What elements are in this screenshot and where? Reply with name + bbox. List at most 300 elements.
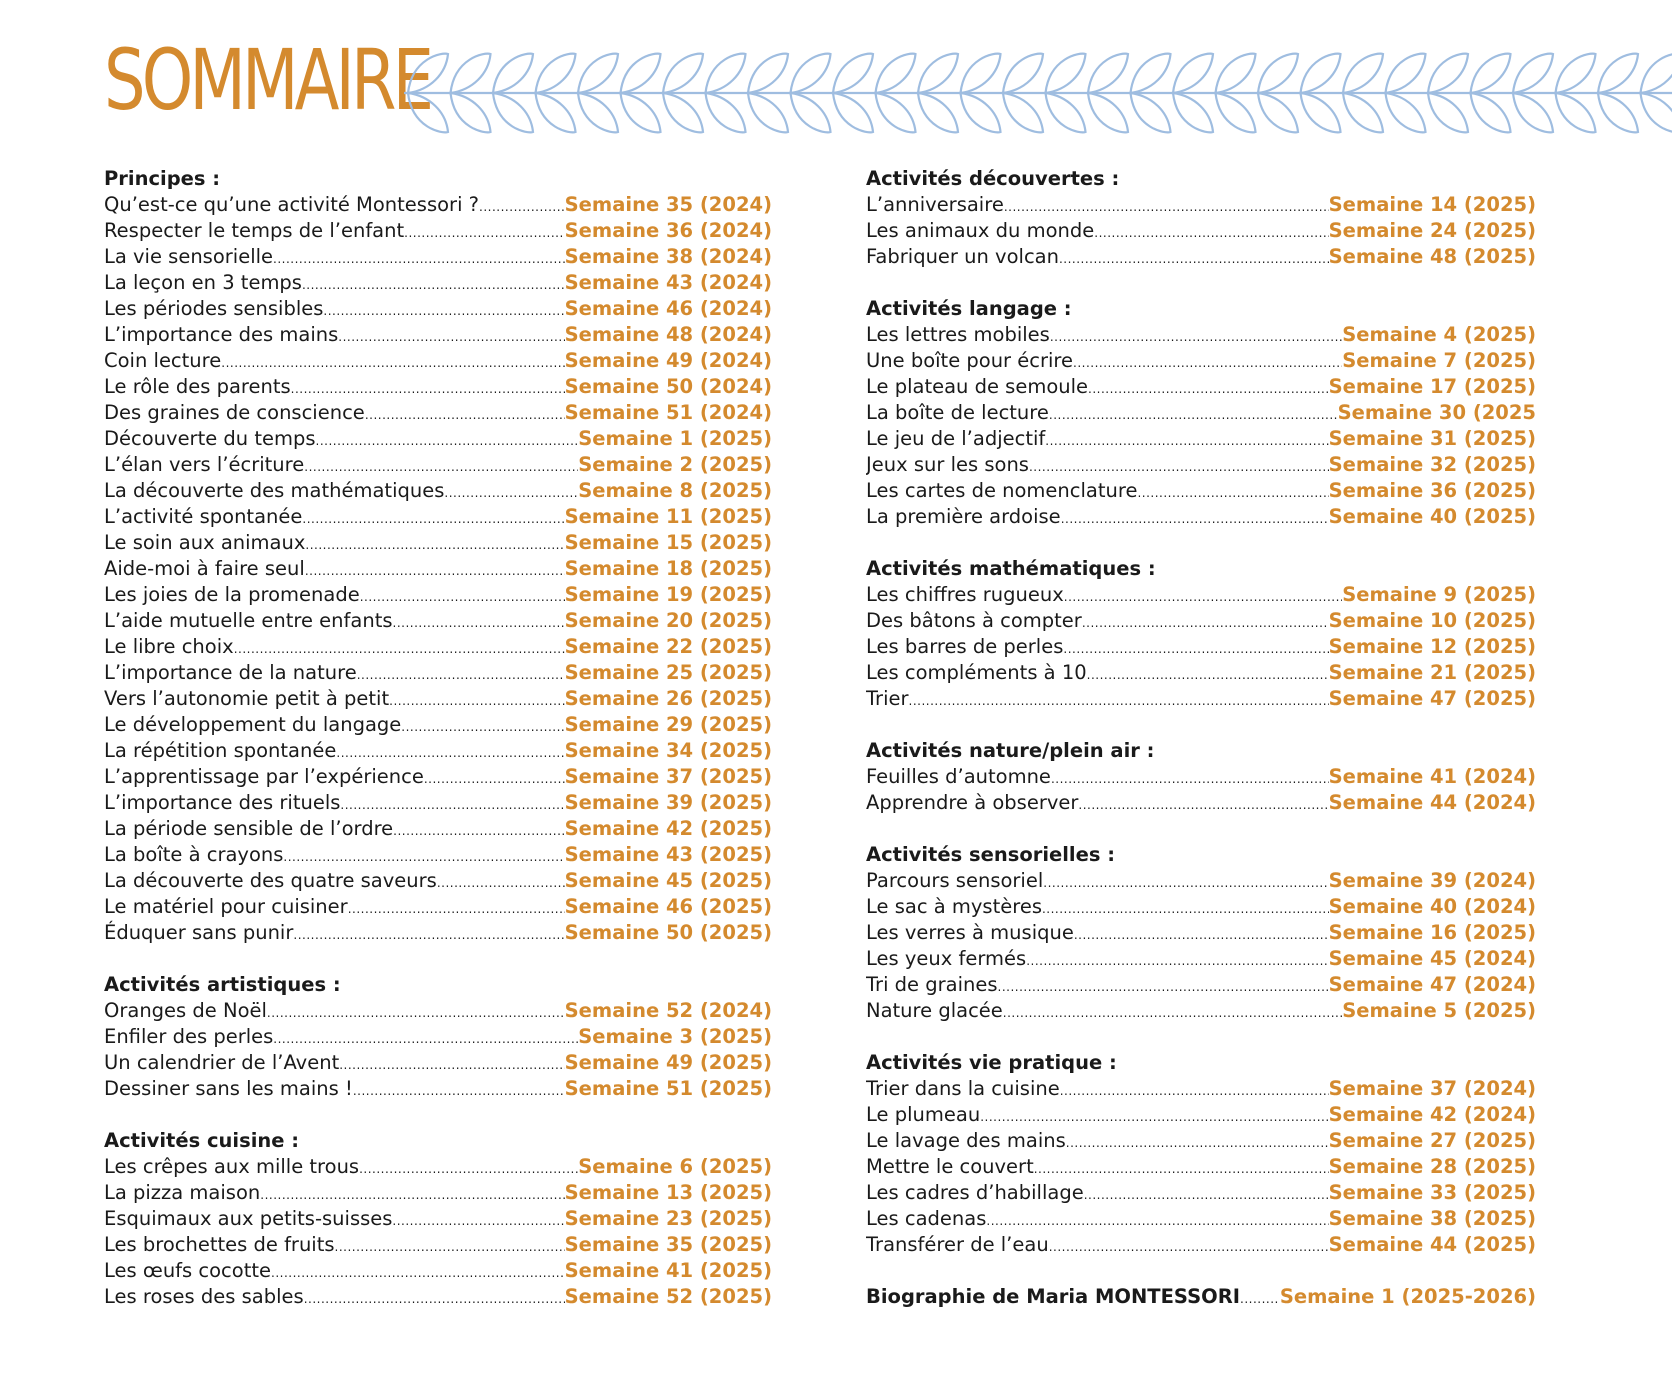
toc-entry — [104, 426, 772, 452]
toc-entry — [104, 504, 772, 530]
dot-leader — [1061, 506, 1329, 530]
leaf-icon — [961, 54, 1001, 93]
toc-entry — [104, 660, 772, 686]
entry-label: L’importance des rituels — [104, 791, 341, 814]
leaf-icon — [1046, 54, 1086, 93]
toc-entry — [104, 1180, 772, 1206]
dot-leader — [404, 220, 565, 244]
toc-entry — [866, 790, 1536, 816]
toc-entry — [866, 660, 1536, 686]
entry-week: Semaine 27 (2025) — [1328, 1129, 1536, 1152]
leaf-icon — [451, 93, 491, 132]
entry-week: Semaine 39 (2024) — [1328, 869, 1536, 892]
entry-label: L’aide mutuelle entre enfants — [104, 609, 393, 632]
dot-leader — [1045, 428, 1328, 452]
leaf-icon — [1641, 93, 1672, 132]
entry-label: Parcours sensoriel — [866, 869, 1044, 892]
biography-label: Biographie de Maria MONTESSORI — [866, 1285, 1240, 1308]
section-heading: Activités langage : — [866, 297, 1072, 320]
entry-label: Le soin aux animaux — [104, 531, 306, 554]
section-heading: Activités sensorielles : — [866, 843, 1116, 866]
entry-label: Qu’est-ce qu’une activité Montessori ? — [104, 193, 480, 216]
leaf-icon — [1173, 93, 1213, 132]
toc-entry — [104, 478, 772, 504]
leaf-icon — [1428, 54, 1468, 93]
leaf-icon — [1131, 93, 1171, 132]
entry-label: Coin lecture — [104, 349, 222, 372]
dot-leader — [1084, 1182, 1329, 1206]
dot-leader — [1074, 922, 1329, 946]
entry-week: Semaine 17 (2025) — [1328, 375, 1536, 398]
entry-week: Semaine 37 (2025) — [564, 765, 772, 788]
entry-week: Semaine 33 (2025) — [1328, 1181, 1536, 1204]
dot-leader — [271, 1260, 565, 1284]
entry-week: Semaine 38 (2025) — [1328, 1207, 1536, 1230]
toc-entry — [866, 400, 1536, 426]
entry-week: Semaine 48 (2024) — [564, 323, 772, 346]
entry-week: Semaine 39 (2025) — [564, 791, 772, 814]
toc-entry — [104, 686, 772, 712]
entry-week: Semaine 16 (2025) — [1328, 921, 1536, 944]
dot-leader — [1003, 1000, 1342, 1024]
toc-entry — [104, 582, 772, 608]
dot-leader — [998, 974, 1329, 998]
toc-entry — [104, 1154, 772, 1180]
dot-leader — [1087, 662, 1329, 686]
entry-label: L’importance de la nature — [104, 661, 357, 684]
toc-entry — [866, 504, 1536, 530]
leaf-icon — [706, 54, 746, 93]
toc-entry — [866, 426, 1536, 452]
leaf-icon — [536, 93, 576, 132]
entry-week: Semaine 36 (2025) — [1328, 479, 1536, 502]
toc-entry — [104, 400, 772, 426]
toc-entry — [104, 1076, 772, 1102]
entry-label: Le lavage des mains — [866, 1129, 1066, 1152]
toc-section — [866, 842, 1536, 1024]
leaf-icon — [1301, 93, 1341, 132]
entry-label: Trier — [866, 687, 909, 710]
entry-week: Semaine 21 (2025) — [1328, 661, 1536, 684]
entry-label: Esquimaux aux petits-suisses — [104, 1207, 393, 1230]
entry-label: Le matériel pour cuisiner — [104, 895, 348, 918]
entry-week: Semaine 5 (2025) — [1342, 999, 1536, 1022]
leaf-icon — [791, 54, 831, 93]
toc-entry — [866, 1102, 1536, 1128]
entry-label: La leçon en 3 temps — [104, 271, 302, 294]
entry-label: Dessiner sans les mains ! — [104, 1077, 353, 1100]
entry-week: Semaine 28 (2025) — [1328, 1155, 1536, 1178]
toc-entry — [104, 296, 772, 322]
entry-week: Semaine 41 (2024) — [1328, 765, 1536, 788]
toc-entry — [866, 972, 1536, 998]
leaf-icon — [1428, 93, 1468, 132]
leaf-icon — [1386, 93, 1426, 132]
leaf-icon — [493, 93, 533, 132]
entry-label: Les œufs cocotte — [104, 1259, 271, 1282]
toc-entry — [104, 790, 772, 816]
dot-leader — [323, 298, 564, 322]
entry-label: Les chiffres rugueux — [866, 583, 1064, 606]
entry-label: Transférer de l’eau — [866, 1233, 1049, 1256]
entry-week: Semaine 52 (2025) — [564, 1285, 772, 1308]
entry-label: Les joies de la promenade — [104, 583, 360, 606]
entry-week: Semaine 46 (2024) — [564, 297, 772, 320]
toc-entry — [104, 530, 772, 556]
entry-week: Semaine 51 (2025) — [564, 1077, 772, 1100]
leaf-icon — [408, 54, 448, 93]
dot-leader — [1240, 1286, 1280, 1310]
entry-week: Semaine 50 (2024) — [564, 375, 772, 398]
entry-label: Les barres de perles — [866, 635, 1064, 658]
toc-entry — [104, 1258, 772, 1284]
dot-leader — [1050, 324, 1342, 348]
entry-week: Semaine 45 (2024) — [1328, 947, 1536, 970]
entry-label: Un calendrier de l’Avent — [104, 1051, 340, 1074]
leaf-icon — [748, 54, 788, 93]
entry-week: Semaine 32 (2025) — [1328, 453, 1536, 476]
leaf-icon — [1258, 54, 1298, 93]
entry-label: Les yeux fermés — [866, 947, 1027, 970]
dot-leader — [1042, 896, 1329, 920]
leaf-icon — [1471, 93, 1511, 132]
entry-week: Semaine 7 (2025) — [1342, 349, 1536, 372]
dot-leader — [353, 1078, 565, 1102]
entry-label: Les brochettes de fruits — [104, 1233, 335, 1256]
toc-entry — [866, 1154, 1536, 1180]
toc-entry — [104, 712, 772, 738]
dot-leader — [338, 324, 564, 348]
entry-label: La période sensible de l’ordre — [104, 817, 394, 840]
entry-week: Semaine 24 (2025) — [1328, 219, 1536, 242]
entry-week: Semaine 10 (2025) — [1328, 609, 1536, 632]
leaf-icon — [1513, 93, 1553, 132]
leaf-icon — [1173, 54, 1213, 93]
toc-entry — [866, 894, 1536, 920]
leaf-icon — [791, 93, 831, 132]
leaf-icon — [1641, 54, 1672, 93]
entry-label: Aide-moi à faire seul — [104, 557, 305, 580]
entry-label: Enfiler des perles — [104, 1025, 274, 1048]
entry-week: Semaine 1 (2025) — [578, 427, 772, 450]
dot-leader — [339, 1052, 564, 1076]
dot-leader — [909, 688, 1329, 712]
dot-leader — [302, 272, 565, 296]
dot-leader — [1078, 792, 1328, 816]
toc-entry — [104, 998, 772, 1024]
toc-section — [866, 166, 1536, 270]
left-column — [104, 166, 772, 1336]
leaf-icon — [451, 54, 491, 93]
entry-label: La découverte des quatre saveurs — [104, 869, 437, 892]
leaf-icon — [1343, 54, 1383, 93]
dot-leader — [302, 506, 564, 530]
leaf-icon — [1301, 54, 1341, 93]
toc-entry — [104, 1206, 772, 1232]
leaf-icon — [706, 93, 746, 132]
dot-leader — [389, 688, 565, 712]
dot-leader — [348, 896, 565, 920]
entry-week: Semaine 42 (2024) — [1328, 1103, 1536, 1126]
toc-entry — [866, 244, 1536, 270]
dot-leader — [221, 350, 564, 374]
leaf-icon — [1216, 93, 1256, 132]
entry-week: Semaine 4 (2025) — [1342, 323, 1536, 346]
entry-week: Semaine 49 (2025) — [564, 1051, 772, 1074]
toc-section — [866, 296, 1536, 530]
entry-label: Feuilles d’automne — [866, 765, 1051, 788]
leaf-vine-decoration — [404, 50, 1672, 136]
dot-leader — [273, 246, 565, 270]
leaf-icon — [578, 54, 618, 93]
leaf-icon — [918, 93, 958, 132]
toc-entry — [104, 556, 772, 582]
entry-week: Semaine 25 (2025) — [564, 661, 772, 684]
toc-entry — [866, 192, 1536, 218]
dot-leader — [273, 1026, 578, 1050]
entry-week: Semaine 19 (2025) — [564, 583, 772, 606]
dot-leader — [1034, 1156, 1329, 1180]
dot-leader — [359, 1156, 578, 1180]
entry-label: La vie sensorielle — [104, 245, 274, 268]
toc-entry — [866, 634, 1536, 660]
toc-entry — [104, 738, 772, 764]
dot-leader — [393, 610, 565, 634]
dot-leader — [360, 584, 565, 608]
leaf-icon — [961, 93, 1001, 132]
toc-entry — [104, 816, 772, 842]
toc-entry — [104, 348, 772, 374]
right-column — [866, 166, 1536, 1310]
toc-entry — [866, 608, 1536, 634]
entry-label: La pizza maison — [104, 1181, 261, 1204]
entry-week: Semaine 45 (2025) — [564, 869, 772, 892]
toc-section — [104, 166, 772, 946]
toc-entry — [104, 192, 772, 218]
dot-leader — [1043, 870, 1328, 894]
entry-label: Fabriquer un volcan — [866, 245, 1059, 268]
dot-leader — [1064, 584, 1342, 608]
entry-label: Le libre choix — [104, 635, 234, 658]
dot-leader — [1059, 246, 1329, 270]
entry-label: Le jeu de l’adjectif — [866, 427, 1046, 450]
leaf-icon — [663, 93, 703, 132]
entry-label: Les cadres d’habillage — [866, 1181, 1084, 1204]
section-heading: Activités cuisine : — [104, 1129, 300, 1152]
toc-entry — [104, 374, 772, 400]
dot-leader — [234, 636, 565, 660]
entry-week: Semaine 18 (2025) — [564, 557, 772, 580]
entry-label: Éduquer sans punir — [104, 921, 294, 944]
entry-week: Semaine 46 (2025) — [564, 895, 772, 918]
section-heading: Activités mathématiques : — [866, 557, 1156, 580]
entry-label: Trier dans la cuisine — [866, 1077, 1060, 1100]
entry-week: Semaine 37 (2024) — [1328, 1077, 1536, 1100]
entry-label: L’activité spontanée — [104, 505, 303, 528]
toc-section — [866, 556, 1536, 712]
entry-week: Semaine 52 (2024) — [564, 999, 772, 1022]
dot-leader — [335, 1234, 565, 1258]
leaf-icon — [578, 93, 618, 132]
leaf-icon — [1343, 93, 1383, 132]
toc-entry — [866, 1128, 1536, 1154]
toc-entry — [866, 1076, 1536, 1102]
toc-entry — [104, 894, 772, 920]
entry-label: Oranges de Noël — [104, 999, 267, 1022]
toc-entry — [104, 1050, 772, 1076]
section-heading: Activités vie pratique : — [866, 1051, 1117, 1074]
toc-entry — [866, 374, 1536, 400]
entry-label: L’élan vers l’écriture — [104, 453, 305, 476]
leaf-icon — [1003, 54, 1043, 93]
entry-week: Semaine 9 (2025) — [1342, 583, 1536, 606]
dot-leader — [260, 1182, 564, 1206]
toc-entry — [104, 244, 772, 270]
leaf-icon — [1556, 54, 1596, 93]
toc-entry — [104, 868, 772, 894]
toc-entry — [104, 608, 772, 634]
entry-label: Une boîte pour écrire — [866, 349, 1074, 372]
dot-leader — [1049, 402, 1338, 426]
dot-leader — [340, 792, 564, 816]
toc-entry — [866, 946, 1536, 972]
leaf-icon — [1216, 54, 1256, 93]
dot-leader — [304, 1286, 565, 1310]
leaf-icon — [1386, 54, 1426, 93]
entry-week: Semaine 31 (2025) — [1328, 427, 1536, 450]
entry-week: Semaine 35 (2024) — [564, 193, 772, 216]
entry-week: Semaine 22 (2025) — [564, 635, 772, 658]
entry-week: Semaine 12 (2025) — [1328, 635, 1536, 658]
toc-entry — [866, 478, 1536, 504]
entry-label: Les verres à musique — [866, 921, 1074, 944]
toc-entry — [866, 920, 1536, 946]
dot-leader — [1082, 610, 1329, 634]
entry-week: Semaine 6 (2025) — [578, 1155, 772, 1178]
leaf-icon — [621, 93, 661, 132]
dot-leader — [479, 194, 565, 218]
leaf-icon — [918, 54, 958, 93]
section-heading: Principes : — [104, 167, 221, 190]
entry-label: Les cartes de nomenclature — [866, 479, 1138, 502]
toc-entry — [104, 764, 772, 790]
leaf-icon — [1598, 93, 1638, 132]
biography-week: Semaine 1 (2025-2026) — [1279, 1285, 1536, 1308]
leaf-icon — [1598, 54, 1638, 93]
entry-week: Semaine 3 (2025) — [578, 1025, 772, 1048]
entry-label: L’anniversaire — [866, 193, 1004, 216]
leaf-icon — [1046, 93, 1086, 132]
entry-label: Vers l’autonomie petit à petit — [104, 687, 390, 710]
entry-week: Semaine 2 (2025) — [578, 453, 772, 476]
entry-week: Semaine 47 (2024) — [1328, 973, 1536, 996]
dot-leader — [401, 714, 564, 738]
entry-label: Le plumeau — [866, 1103, 981, 1126]
dot-leader — [365, 402, 565, 426]
biography-entry — [866, 1284, 1536, 1310]
dot-leader — [336, 740, 564, 764]
dot-leader — [305, 532, 564, 556]
toc-entry — [104, 452, 772, 478]
toc-entry — [866, 686, 1536, 712]
dot-leader — [1049, 1234, 1329, 1258]
toc-entry — [866, 452, 1536, 478]
dot-leader — [293, 922, 564, 946]
entry-week: Semaine 48 (2025) — [1328, 245, 1536, 268]
entry-week: Semaine 42 (2025) — [564, 817, 772, 840]
entry-week: Semaine 40 (2024) — [1328, 895, 1536, 918]
toc-entry — [104, 634, 772, 660]
dot-leader — [1066, 1130, 1329, 1154]
entry-label: L’importance des mains — [104, 323, 339, 346]
entry-label: Les périodes sensibles — [104, 297, 324, 320]
entry-label: Découverte du temps — [104, 427, 316, 450]
entry-week: Semaine 38 (2024) — [564, 245, 772, 268]
dot-leader — [304, 454, 578, 478]
dot-leader — [1094, 220, 1328, 244]
entry-label: La première ardoise — [866, 505, 1061, 528]
entry-week: Semaine 30 (2025 — [1337, 401, 1536, 424]
toc-entry — [866, 218, 1536, 244]
entry-week: Semaine 50 (2025) — [564, 921, 772, 944]
dot-leader — [267, 1000, 565, 1024]
dot-leader — [444, 480, 578, 504]
leaf-icon — [408, 93, 448, 132]
entry-week: Semaine 29 (2025) — [564, 713, 772, 736]
leaf-icon — [663, 54, 703, 93]
dot-leader — [1051, 766, 1329, 790]
entry-label: Le développement du langage — [104, 713, 402, 736]
entry-week: Semaine 44 (2025) — [1328, 1233, 1536, 1256]
entry-week: Semaine 35 (2025) — [564, 1233, 772, 1256]
toc-entry — [104, 270, 772, 296]
section-heading: Activités artistiques : — [104, 973, 341, 996]
entry-week: Semaine 13 (2025) — [564, 1181, 772, 1204]
entry-label: Des graines de conscience — [104, 401, 365, 424]
dot-leader — [357, 662, 565, 686]
toc-section — [104, 972, 772, 1102]
entry-week: Semaine 20 (2025) — [564, 609, 772, 632]
entry-label: Nature glacée — [866, 999, 1003, 1022]
entry-label: Les crêpes aux mille trous — [104, 1155, 360, 1178]
dot-leader — [424, 766, 565, 790]
entry-week: Semaine 40 (2025) — [1328, 505, 1536, 528]
dot-leader — [291, 376, 565, 400]
entry-label: Le sac à mystères — [866, 895, 1042, 918]
toc-entry — [866, 582, 1536, 608]
dot-leader — [316, 428, 579, 452]
dot-leader — [1004, 194, 1329, 218]
entry-week: Semaine 51 (2024) — [564, 401, 772, 424]
leaf-icon — [1513, 54, 1553, 93]
page-title: SOMMAIRE — [104, 31, 431, 129]
dot-leader — [1026, 948, 1328, 972]
toc-entry — [866, 1180, 1536, 1206]
entry-label: Le rôle des parents — [104, 375, 291, 398]
entry-label: Respecter le temps de l’enfant — [104, 219, 405, 242]
dot-leader — [980, 1104, 1328, 1128]
entry-label: La répétition spontanée — [104, 739, 337, 762]
leaf-icon — [876, 93, 916, 132]
toc-entry — [866, 1206, 1536, 1232]
leaf-icon — [1088, 54, 1128, 93]
toc-entry — [104, 322, 772, 348]
toc-entry — [104, 1024, 772, 1050]
section-heading: Activités découvertes : — [866, 167, 1120, 190]
toc-entry — [866, 322, 1536, 348]
entry-label: Tri de graines — [866, 973, 998, 996]
entry-week: Semaine 41 (2025) — [564, 1259, 772, 1282]
